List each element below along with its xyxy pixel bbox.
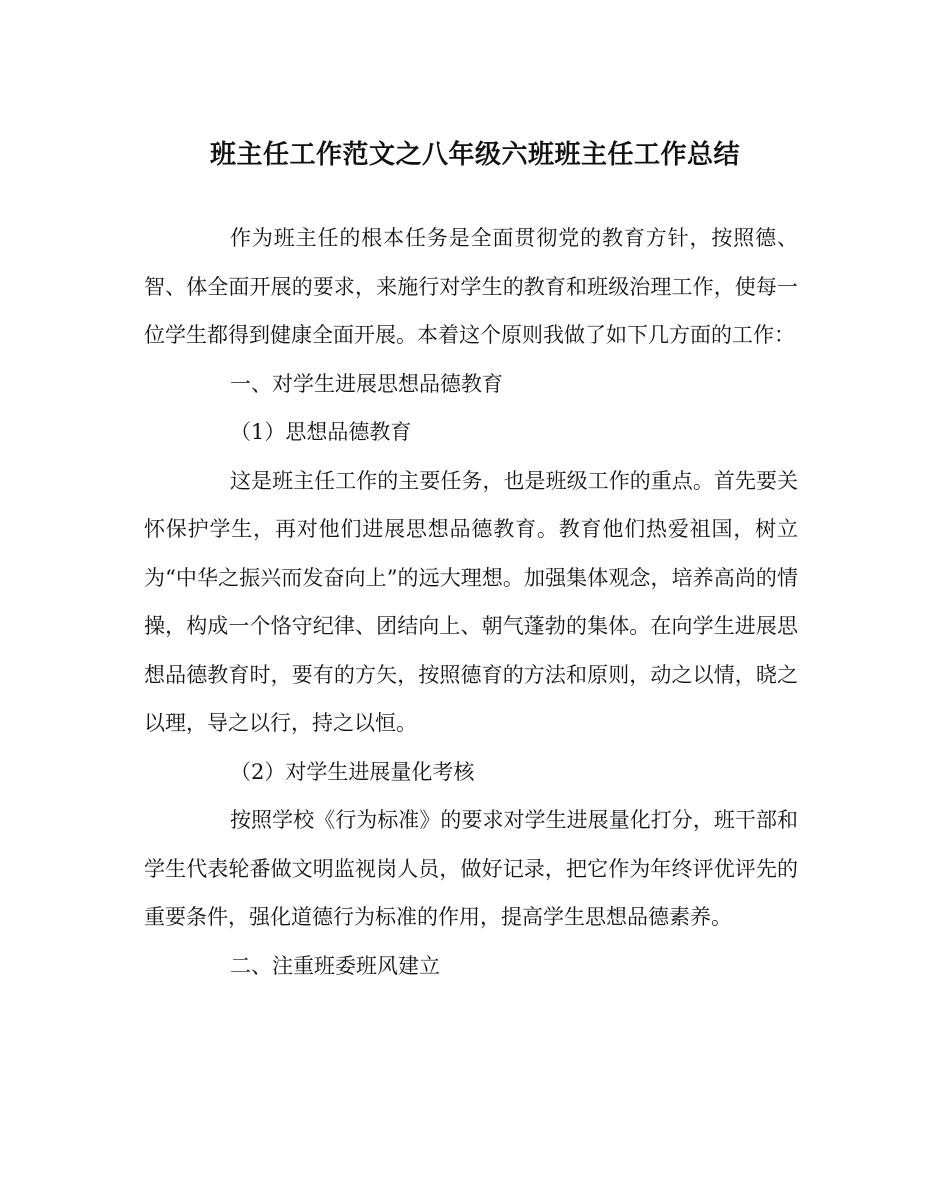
sub-heading-2: （2）对学生进展量化考核 <box>230 759 475 784</box>
sub-heading-1: （1）思想品德教育 <box>230 420 412 444</box>
paragraph-intro: 作为班主任的根本任务是全面贯彻党的教育方针，按照德、智、体全面开展的要求，来施行对学生的教育和班级治理工作，使每一位学生都得到健康全面开展。本着这个原则我做了如下几方面的工作： <box>144 226 798 347</box>
paragraph-quantitative-assessment: 按照学校《行为标准》的要求对学生进展量化打分，班干部和学生代表轮番做文明监视岗人员，做好记录，把它作为年终评优评先的重要条件，强化道德行为标准的作用，提高学生思想品德素养。 <box>144 808 798 929</box>
section-heading-1: 一、对学生进展思想品德教育 <box>230 371 503 396</box>
document-body <box>144 214 798 990</box>
paragraph-moral-education: 这是班主任工作的主要任务，也是班级工作的重点。首先要关怀保护学生，再对他们进展思想品德教育。教育他们热爱祖国，树立为“中华之振兴而发奋向上”的远大理想。加强集体观念，培养高尚的情操，构成一个恪守纪律、团结向上、朝气蓬勃的集体。在向学生进展思想品德教育时，要有的方矢，按照德育的方法和原则，动之以情，晓之以理，导之以行，持之以恒。 <box>144 468 798 735</box>
section-heading-2: 二、注重班委班风建立 <box>230 953 440 978</box>
document-title: 班主任工作范文之八年级六班班主任工作总结 <box>209 140 740 170</box>
